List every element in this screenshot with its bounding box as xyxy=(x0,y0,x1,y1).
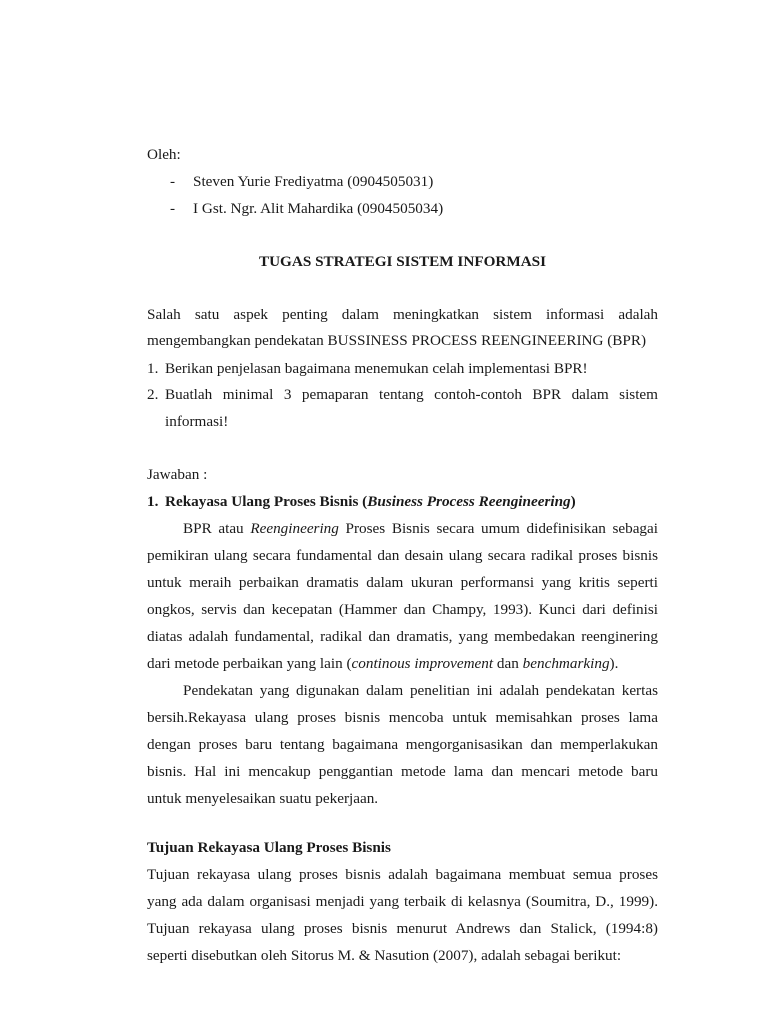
p1-l6-b: dan xyxy=(493,655,523,672)
section-1-heading-close: ) xyxy=(570,493,576,510)
paragraph-2-line-1: Pendekatan yang digunakan dalam penelitian ini adalah pendekatan kertas xyxy=(183,682,658,699)
paragraph-2-line-4: bisnis. Hal ini mencakup penggantian metode lama dan mencari metode baru xyxy=(147,763,658,780)
intro-line-1: Salah satu aspek penting dalam meningkatkan sistem informasi adalah xyxy=(147,306,658,323)
p1-l1-a: BPR atau xyxy=(183,520,251,537)
question-2-number: 2. xyxy=(147,386,159,403)
section-1-heading-italic: Business Process Reengineering xyxy=(367,493,571,510)
paragraph-2-line-5: untuk menyelesaikan suatu pekerjaan. xyxy=(147,790,379,807)
paragraph-1-line-5: diatas adalah fundamental, radikal dan dramatis, yang membedakan reenginering xyxy=(147,628,658,645)
p1-l1-italic: Reengineering xyxy=(250,520,339,537)
answer-label: Jawaban : xyxy=(147,466,208,483)
p1-l6-italic-2: benchmarking xyxy=(522,655,610,672)
section-2-line-3: Tujuan rekayasa ulang proses bisnis menurut Andrews dan Stalick, (1994:8) xyxy=(147,920,658,937)
section-2-line-1: Tujuan rekayasa ulang proses bisnis adalah bagaimana membuat semua proses xyxy=(147,866,658,883)
p1-l1-b: Proses Bisnis secara umum didefinisikan sebagai xyxy=(338,520,658,537)
author-1-dash: - xyxy=(170,173,176,190)
intro-line-2: mengembangkan pendekatan BUSSINESS PROCESS REENGINEERING (BPR) xyxy=(147,332,647,349)
section-1-number: 1. xyxy=(147,493,159,510)
p1-l6-italic-1: continous improvement xyxy=(351,655,494,672)
oleh-label: Oleh: xyxy=(147,146,181,163)
author-2-dash: - xyxy=(170,200,176,217)
section-2-line-4: seperti disebutkan oleh Sitorus M. & Nasution (2007), adalah sebagai berikut: xyxy=(147,947,622,964)
p1-l6-c: ). xyxy=(609,655,619,672)
paragraph-2-line-3: dengan proses baru tentang bagaimana mengorganisasikan dan memperlakukan xyxy=(147,736,658,753)
author-2-name: I Gst. Ngr. Alit Mahardika (0904505034) xyxy=(193,200,444,217)
question-2-text-cont: informasi! xyxy=(165,413,229,430)
question-1-number: 1. xyxy=(147,360,159,377)
question-2-text: Buatlah minimal 3 pemaparan tentang contoh-contoh BPR dalam sistem xyxy=(165,386,658,403)
paragraph-1-line-3: untuk meraih perbaikan dramatis dalam ukuran performansi yang kritis seperti xyxy=(147,574,658,591)
paragraph-1-line-4: ongkos, servis dan kecepatan (Hammer dan Champy, 1993). Kunci dari definisi xyxy=(147,601,658,618)
question-1-text: Berikan penjelasan bagaimana menemukan celah implementasi BPR! xyxy=(165,360,588,377)
section-1-heading-text: Rekayasa Ulang Proses Bisnis ( xyxy=(165,493,368,510)
author-1-name: Steven Yurie Frediyatma (0904505031) xyxy=(193,173,434,190)
section-1-heading xyxy=(165,493,658,511)
paragraph-1-line-6 xyxy=(147,655,658,673)
paragraph-1-line-1 xyxy=(147,520,658,538)
paragraph-1-line-2: pemikiran ulang secara fundamental dan desain ulang secara radikal proses bisnis xyxy=(147,547,658,564)
paragraph-2-line-2: bersih.Rekayasa ulang proses bisnis mencoba untuk memisahkan proses lama xyxy=(147,709,658,726)
p1-l6-a: dari metode perbaikan yang lain ( xyxy=(147,655,352,672)
section-2-line-2: yang ada dalam organisasi menjadi yang terbaik di kelasnya (Soumitra, D., 1999). xyxy=(147,893,658,910)
document-title: TUGAS STRATEGI SISTEM INFORMASI xyxy=(258,253,547,270)
section-2-heading: Tujuan Rekayasa Ulang Proses Bisnis xyxy=(147,839,391,856)
